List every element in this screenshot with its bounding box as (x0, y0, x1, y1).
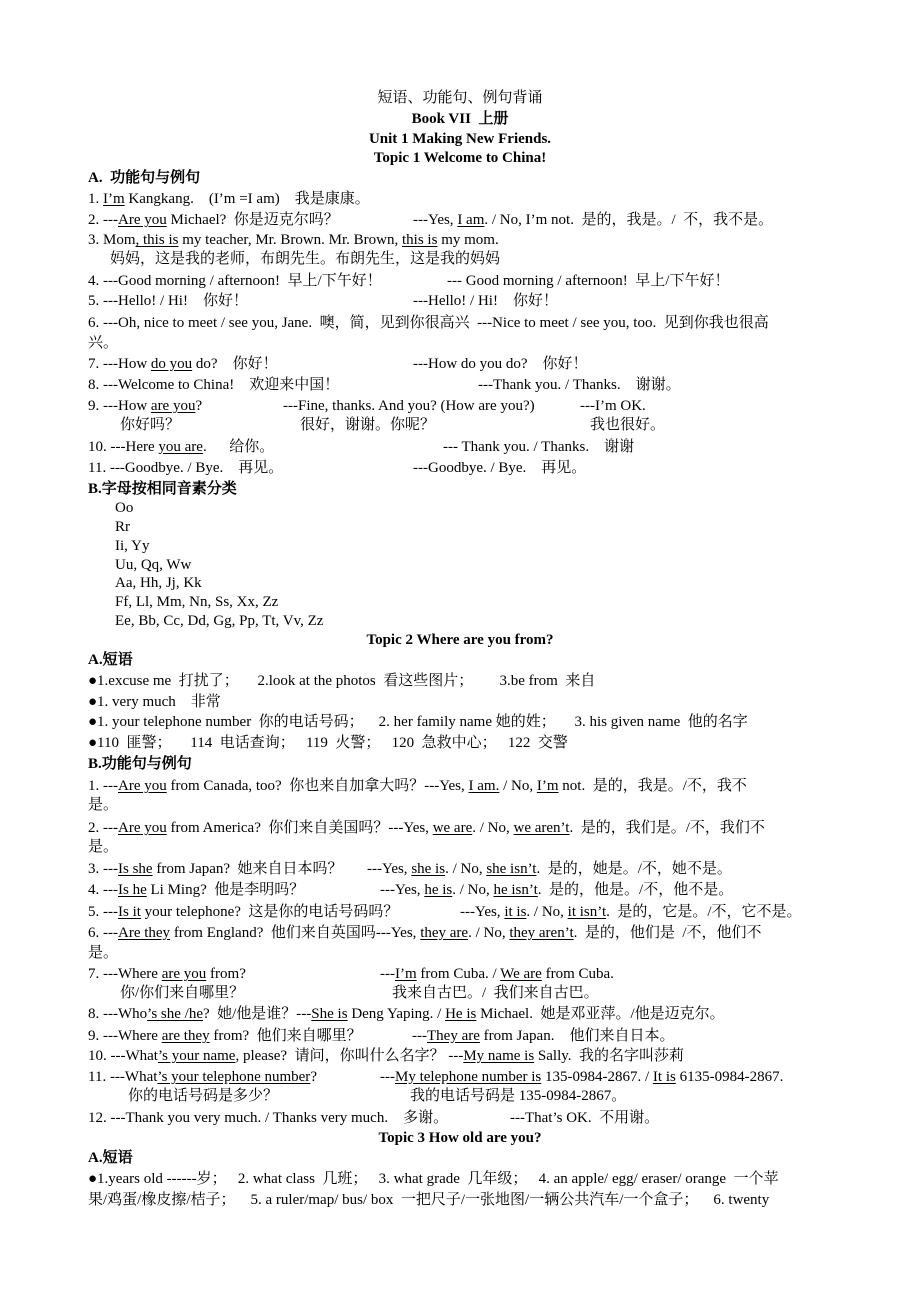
underlined-phrase: ’s she /he (147, 1006, 203, 1022)
text-line (0, 837, 920, 857)
text-segment: from Japan? 她来自日本吗？ (152, 861, 343, 877)
text-segment: 7. ---Where (88, 966, 162, 982)
text-segment: , please? 请问，你叫什么名字？ --- (235, 1048, 464, 1064)
text-line (0, 880, 920, 900)
text-segment: ---That’s OK. 不用谢。 (510, 1110, 660, 1126)
text-segment: from? (206, 966, 246, 982)
text-line (0, 1046, 920, 1066)
text-column (115, 573, 202, 593)
text-segment: ? (310, 1069, 317, 1085)
text-line (0, 189, 920, 209)
text-segment: ---Yes, (460, 904, 505, 920)
text-segment: 4. ---Good morning / afternoon! 早上/下午好！ (88, 273, 382, 289)
text-segment: 10. ---What (88, 1048, 158, 1064)
text-column (380, 964, 614, 984)
section-heading (0, 650, 920, 670)
text-column (380, 1067, 783, 1087)
text-line (0, 375, 920, 395)
text-column (115, 592, 278, 612)
text-column (88, 837, 118, 857)
text-column (478, 375, 681, 395)
text-segment: Topic 2 Where are you from? (366, 632, 554, 648)
text-segment: ---Yes, (380, 882, 425, 898)
text-segment: --- (380, 966, 395, 982)
text-column (447, 271, 729, 291)
section-heading (0, 479, 920, 499)
text-column (88, 923, 762, 943)
text-line (0, 1190, 920, 1210)
text-segment: / No, (499, 778, 537, 794)
text-line (0, 333, 920, 353)
text-segment: . 是的，她是。/不，她不是。 (536, 861, 732, 877)
text-segment: 2. --- (88, 212, 118, 228)
text-segment: from? 他们来自哪里？ (209, 1028, 362, 1044)
text-column (410, 1086, 626, 1106)
underlined-phrase: Are you (118, 820, 167, 836)
text-line (0, 902, 920, 922)
text-segment: . / No, (468, 925, 510, 941)
underlined-phrase: we are (432, 820, 473, 836)
text-segment: Unit 1 Making New Friends. (368, 131, 552, 147)
text-column (380, 880, 733, 900)
text-segment: Aa, Hh, Jj, Kk (115, 575, 202, 591)
text-line (0, 818, 920, 838)
text-column (115, 498, 133, 518)
text-segment: 8. ---Who (88, 1006, 148, 1022)
text-segment: ---I’m OK. (580, 398, 646, 414)
text-segment: Uu, Qq, Ww (115, 557, 192, 573)
text-segment: from Japan. 他们来自日本。 (479, 1028, 675, 1044)
text-segment: Ee, Bb, Cc, Dd, Gg, Pp, Tt, Vv, Zz (115, 613, 324, 629)
text-column (88, 1067, 317, 1087)
text-column (88, 818, 765, 838)
text-segment: 6. --- (88, 925, 118, 941)
underlined-phrase: ’s your telephone number (157, 1069, 311, 1085)
text-line (0, 230, 920, 250)
text-segment: 11. ---What (88, 1069, 158, 1085)
text-column (88, 210, 339, 230)
text-segment: Li Ming? 他是李明吗？ (146, 882, 305, 898)
underlined-phrase: Is she (118, 861, 153, 877)
text-column (88, 692, 221, 712)
text-column (88, 1004, 725, 1024)
text-segment: 妈妈，这是我的老师，布朗先生。布朗先生，这是我的妈妈 (110, 251, 501, 267)
text-segment: . 是的，它是。/不，它不是。 (606, 904, 802, 920)
text-column (413, 458, 586, 478)
text-column (88, 671, 595, 691)
underlined-phrase: It is (652, 1069, 676, 1085)
text-segment: B.字母按相同音素分类 (88, 481, 237, 497)
text-segment: Topic 3 How old are you? (378, 1130, 542, 1146)
document-title (0, 88, 920, 108)
underlined-phrase: you are (158, 439, 203, 455)
text-segment: A. 功能句与例句 (88, 170, 201, 186)
text-segment: 12. ---Thank you very much. / Thanks very much. 多谢。 (88, 1110, 449, 1126)
text-segment: from England? 他们来自英国吗---Yes, (170, 925, 421, 941)
text-column (367, 859, 732, 879)
text-segment: ●110 匪警； 114 电话查询； 119 火警； 120 急救中心； 122 交警 (88, 735, 568, 751)
text-column (88, 396, 202, 416)
text-segment: 5. --- (88, 904, 118, 920)
underlined-phrase: Is he (118, 882, 147, 898)
text-segment: 3. --- (88, 861, 118, 877)
text-column (88, 902, 398, 922)
text-line (0, 415, 920, 435)
text-column (88, 189, 370, 209)
text-segment: 5. ---Hello! / Hi! 你好！ (88, 293, 248, 309)
text-line (0, 611, 920, 631)
underlined-phrase: I am (457, 212, 485, 228)
text-segment: not. 是的，我是。/不，我不 (558, 778, 747, 794)
text-column (88, 712, 748, 732)
text-segment: Deng Yaping. / (347, 1006, 446, 1022)
text-line (0, 498, 920, 518)
text-segment: . / No, (472, 820, 514, 836)
text-segment: 兴。 (88, 335, 119, 351)
text-column (88, 354, 278, 374)
underlined-phrase: I’m (103, 191, 125, 207)
text-column (392, 983, 599, 1003)
text-segment: ●1.excuse me 打扰了； 2.look at the photos 看这些图片； 3.be from 来自 (88, 673, 596, 689)
text-segment: 9. ---How (88, 398, 151, 414)
text-segment: 短语、功能句、例句背诵 (377, 90, 543, 106)
text-segment: --- (380, 1069, 395, 1085)
text-column (88, 479, 237, 499)
text-segment: ---Thank you. / Thanks. 谢谢。 (478, 377, 681, 393)
text-column (413, 210, 773, 230)
text-column (590, 415, 665, 435)
text-segment: your telephone? 这是你的电话号码吗？ (140, 904, 399, 920)
text-segment: 6135-0984-2867. (675, 1069, 784, 1085)
text-segment: my teacher, Mr. Brown. Mr. Brown, (178, 232, 402, 248)
text-column (88, 859, 343, 879)
text-column (88, 458, 283, 478)
text-segment: ●1. your telephone number 你的电话号码； 2. her family name 她的姓； 3. his given name 他的名字 (88, 714, 748, 730)
text-column (88, 733, 568, 753)
underlined-phrase: She is (311, 1006, 348, 1022)
text-line (0, 291, 920, 311)
text-line (0, 458, 920, 478)
text-segment: Michael? 你是迈克尔吗？ (166, 212, 339, 228)
text-line (0, 1026, 920, 1046)
text-line (0, 671, 920, 691)
underlined-phrase: He is (445, 1006, 477, 1022)
text-column (0, 1128, 920, 1148)
text-segment: 6. ---Oh, nice to meet / see you, Jane. 噢，简，见到你很高兴 ---Nice to meet / see you, too. 见到你我也很高 (88, 315, 769, 331)
text-line (0, 1169, 920, 1189)
text-column (88, 313, 769, 333)
text-column (88, 776, 747, 796)
text-column (88, 1026, 362, 1046)
text-segment: Book VII 上册 (411, 111, 509, 127)
text-segment: --- Thank you. / Thanks. 谢谢 (443, 439, 635, 455)
text-line (0, 536, 920, 556)
text-segment: 1. --- (88, 778, 118, 794)
section-heading (0, 1148, 920, 1168)
text-column (120, 415, 180, 435)
text-segment: . / No, (452, 882, 494, 898)
text-segment: 你/你们来自哪里？ (120, 985, 245, 1001)
text-line (0, 249, 920, 269)
underlined-phrase: Are you (118, 212, 167, 228)
text-column (88, 271, 382, 291)
underlined-phrase: are you (161, 966, 207, 982)
text-segment: ---Goodbye. / Bye. 再见。 (413, 460, 587, 476)
text-segment: 我也很好。 (590, 417, 666, 433)
text-column (120, 983, 244, 1003)
text-segment: ---Yes, (367, 861, 412, 877)
underlined-phrase: he is (424, 882, 453, 898)
underlined-phrase: My name is (463, 1048, 535, 1064)
text-segment: A.短语 (88, 1150, 133, 1166)
text-column (88, 1190, 769, 1210)
text-column (88, 437, 274, 457)
text-segment: B.功能句与例句 (88, 756, 192, 772)
text-segment: from America? 你们来自美国吗？---Yes, (166, 820, 433, 836)
text-segment: Michael. 她是邓亚萍。/他是迈克尔。 (476, 1006, 725, 1022)
text-column (88, 880, 304, 900)
text-segment: . 是的，他是。/不，他不是。 (537, 882, 734, 898)
text-column (88, 230, 499, 250)
text-segment: 11. ---Goodbye. / Bye. 再见。 (88, 460, 284, 476)
underlined-phrase: this is (402, 232, 438, 248)
text-segment: 果/鸡蛋/橡皮擦/桔子； 5. a ruler/map/ bus/ box 一把尺子/一张地图/一辆公共汽车/一个盒子； 6. twenty (88, 1192, 770, 1208)
text-segment: --- Good morning / afternoon! 早上/下午好！ (447, 273, 730, 289)
text-line (0, 712, 920, 732)
underlined-phrase: do you (150, 356, 193, 372)
text-column (413, 354, 588, 374)
text-column (412, 1026, 674, 1046)
text-segment: 2. --- (88, 820, 118, 836)
text-column (128, 1086, 278, 1106)
text-segment: 3. Mom (88, 232, 136, 248)
text-line (0, 271, 920, 291)
underlined-phrase: she isn’t (486, 861, 537, 877)
text-column (88, 1108, 448, 1128)
text-column (0, 88, 920, 108)
text-column (88, 375, 339, 395)
text-line (0, 983, 920, 1003)
text-segment: 是。 (88, 839, 119, 855)
text-segment: ? (195, 398, 203, 414)
text-segment: 是。 (88, 945, 119, 961)
underlined-phrase: I’m (536, 778, 559, 794)
text-column (580, 396, 646, 416)
text-segment: ---Fine, thanks. And you? (How are you?) (283, 398, 535, 414)
text-column (460, 902, 802, 922)
text-line (0, 859, 920, 879)
text-segment: 10. ---Here (88, 439, 159, 455)
underlined-phrase: Are you (118, 778, 167, 794)
text-line (0, 923, 920, 943)
text-column (88, 1046, 684, 1066)
text-segment: . / No, (526, 904, 568, 920)
text-column (413, 291, 558, 311)
text-segment: ---How do you do? 你好！ (413, 356, 588, 372)
underlined-phrase: I am. (468, 778, 500, 794)
text-segment: do? 你好！ (192, 356, 278, 372)
underlined-phrase: Are they (118, 925, 171, 941)
text-column (110, 249, 500, 269)
underlined-phrase: are they (161, 1028, 210, 1044)
underlined-phrase: it is (504, 904, 527, 920)
underlined-phrase: they are (420, 925, 469, 941)
text-column (115, 536, 149, 556)
section-title (0, 1128, 920, 1148)
underlined-phrase: they aren’t (509, 925, 574, 941)
text-line (0, 964, 920, 984)
underlined-phrase: We are (500, 966, 542, 982)
text-segment: 我来自古巴。/ 我们来自古巴。 (392, 985, 599, 1001)
text-segment: 9. ---Where (88, 1028, 162, 1044)
text-segment: from Cuba. / (416, 966, 501, 982)
underlined-phrase: Is it (118, 904, 141, 920)
section-title (0, 148, 920, 168)
text-segment: A.短语 (88, 652, 133, 668)
text-segment: Topic 1 Welcome to China! (373, 150, 547, 166)
text-line (0, 313, 920, 333)
underlined-phrase: it isn’t (567, 904, 607, 920)
underlined-phrase: we aren’t (513, 820, 570, 836)
text-column (115, 517, 130, 537)
text-segment: Sally. 我的名字叫莎莉 (534, 1048, 685, 1064)
section-heading (0, 168, 920, 188)
text-column (88, 754, 192, 774)
text-segment: 是。 (88, 797, 119, 813)
text-segment: Kangkang. (I’m =I am) 我是康康。 (124, 191, 370, 207)
text-segment: 你好吗？ (120, 417, 181, 433)
text-segment: . / No, I’m not. 是的，我是。/ 不，我不是。 (484, 212, 774, 228)
underlined-phrase: They are (427, 1028, 480, 1044)
text-segment: Ii, Yy (115, 538, 150, 554)
text-column (88, 964, 246, 984)
underlined-phrase: I’m (395, 966, 417, 982)
text-column (88, 943, 118, 963)
text-column (300, 415, 435, 435)
text-line (0, 517, 920, 537)
text-column (115, 555, 191, 575)
text-segment: 135-0984-2867. / (541, 1069, 653, 1085)
text-segment: from Canada, too? 你也来自加拿大吗？---Yes, (166, 778, 469, 794)
section-title (0, 129, 920, 149)
text-column (443, 437, 634, 457)
text-segment: 4. --- (88, 882, 118, 898)
text-line (0, 1086, 920, 1106)
text-segment: ●1. very much 非常 (88, 694, 221, 710)
text-segment: from Cuba. (541, 966, 614, 982)
underlined-phrase: are you (150, 398, 196, 414)
text-column (115, 611, 323, 631)
underlined-phrase: , this is (135, 232, 179, 248)
text-column (510, 1108, 659, 1128)
text-line (0, 795, 920, 815)
section-title (0, 630, 920, 650)
underlined-phrase: ’s your name (157, 1048, 236, 1064)
text-line (0, 943, 920, 963)
text-segment: . / No, (445, 861, 487, 877)
text-line (0, 776, 920, 796)
text-segment: 7. ---How (88, 356, 151, 372)
text-line (0, 592, 920, 612)
text-line (0, 555, 920, 575)
text-segment: Ff, Ll, Mm, Nn, Ss, Xx, Zz (115, 594, 279, 610)
text-line (0, 733, 920, 753)
text-line (0, 573, 920, 593)
text-line (0, 437, 920, 457)
text-segment: . 是的，我们是。/不，我们不 (569, 820, 765, 836)
text-line (0, 354, 920, 374)
text-column (0, 129, 920, 149)
text-column (88, 1148, 133, 1168)
text-segment: Rr (115, 519, 130, 535)
text-line (0, 1067, 920, 1087)
text-segment: 你的电话号码是多少？ (128, 1088, 279, 1104)
text-line (0, 692, 920, 712)
text-segment: 1. (88, 191, 103, 207)
text-column (88, 168, 200, 188)
section-heading (0, 754, 920, 774)
text-column (88, 291, 248, 311)
text-segment: 8. ---Welcome to China! 欢迎来中国！ (88, 377, 340, 393)
text-segment: ●1.years old ------岁； 2. what class 几班； 3. what grade 几年级； 4. an apple/ egg/ eraser/ orange 一个苹 (88, 1171, 779, 1187)
section-title (0, 109, 920, 129)
text-line (0, 210, 920, 230)
text-segment: 很好，谢谢。你呢？ (300, 417, 436, 433)
text-line (0, 396, 920, 416)
text-segment: --- (412, 1028, 427, 1044)
underlined-phrase: he isn’t (493, 882, 538, 898)
text-column (88, 1169, 779, 1189)
text-segment: ---Yes, (413, 212, 458, 228)
text-segment: 我的电话号码是 135-0984-2867。 (410, 1088, 627, 1104)
underlined-phrase: My telephone number is (395, 1069, 542, 1085)
text-column (88, 795, 118, 815)
text-segment: Oo (115, 500, 134, 516)
text-line (0, 1004, 920, 1024)
text-column (88, 650, 133, 670)
text-column (0, 148, 920, 168)
underlined-phrase: she is (411, 861, 446, 877)
text-segment: my mom. (437, 232, 499, 248)
text-column (88, 333, 118, 353)
text-segment: . 是的，他们是 /不，他们不 (573, 925, 762, 941)
text-segment: ---Hello! / Hi! 你好！ (413, 293, 558, 309)
text-column (0, 630, 920, 650)
text-segment: . 给你。 (202, 439, 275, 455)
text-segment: ? 她/他是谁？--- (202, 1006, 312, 1022)
text-line (0, 1108, 920, 1128)
text-column (283, 396, 535, 416)
text-column (0, 109, 920, 129)
